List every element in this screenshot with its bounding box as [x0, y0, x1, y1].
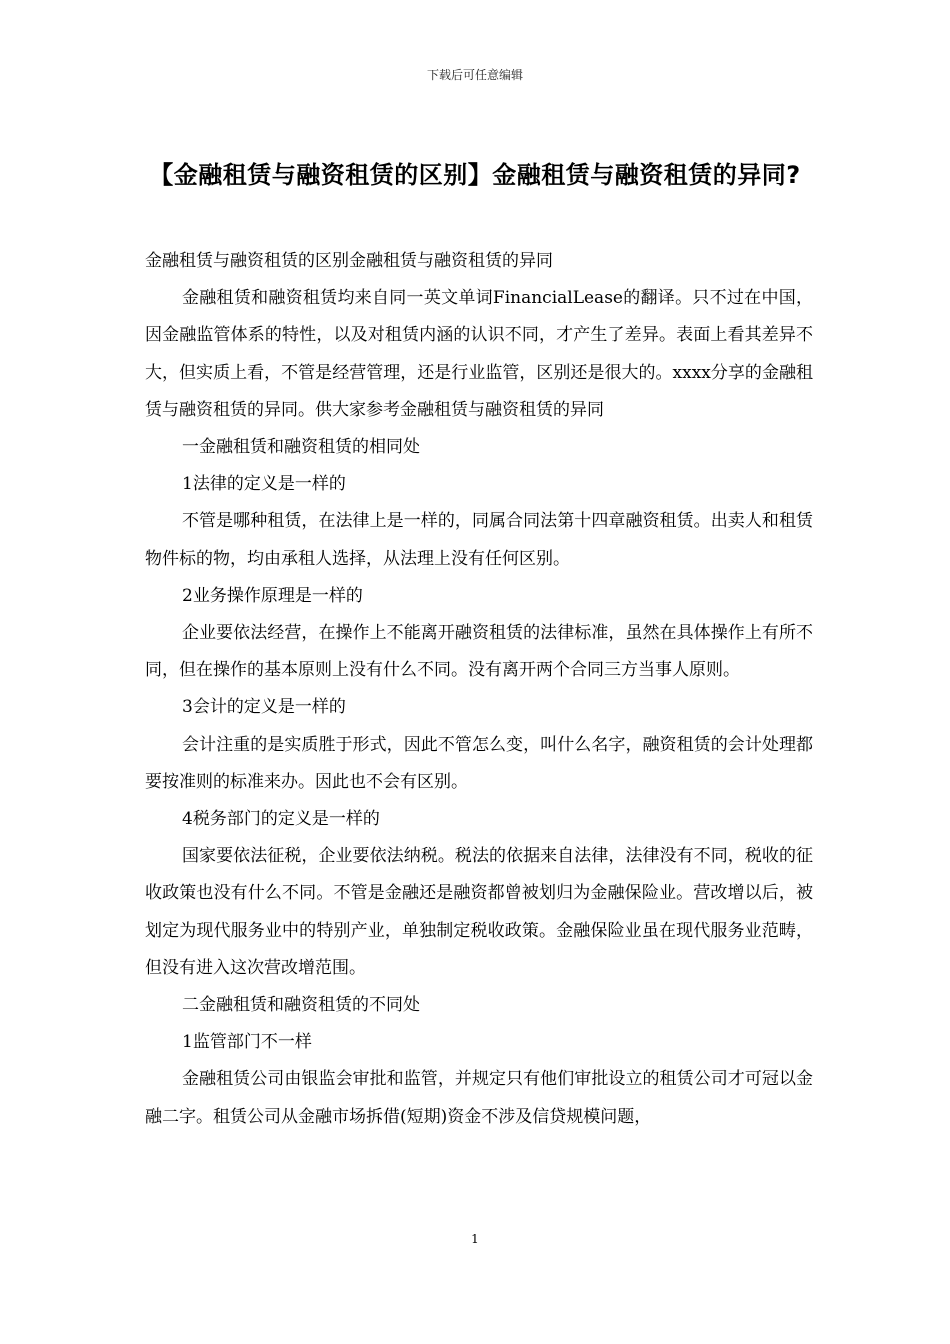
paragraph-regulator: 金融租赁公司由银监会审批和监管，并规定只有他们审批设立的租赁公司才可冠以金融二字。租赁公司从金融市场拆借(短期)资金不涉及信贷规模问题，: [145, 1069, 813, 1127]
paragraph-tax-definition: 国家要依法征税，企业要依法纳税。税法的依据来自法律，法律没有不同，税收的征收政策也没有什么不同。不管是金融还是融资都曾被划归为金融保险业。营改增以后，被划定为现代服务业中的特别产业，单独制定税收政策。金融保险业虽在现代服务业范畴，但没有进入这次营改增范围。: [145, 846, 813, 978]
intro-paragraph: 金融租赁和融资租赁均来自同一英文单词FinancialLease的翻译。只不过在中国，因金融监管体系的特性，以及对租赁内涵的认识不同，才产生了差异。表面上看其差异不大，但实质上看，不管是经营管理，还是行业监管，区别还是很大的。xxxx分享的金融租赁与融资租赁的异同。供大家参考金融租赁与融资租赁的异同: [145, 288, 813, 420]
section-heading-similarities: 一金融租赁和融资租赁的相同处: [182, 437, 420, 458]
page-header-note: 下载后可任意编辑: [426, 68, 523, 82]
document-title: 【金融租赁与融资租赁的区别】金融租赁与融资租赁的异同?: [149, 161, 801, 189]
paragraph-accounting-definition: 会计注重的是实质胜于形式，因此不管怎么变，叫什么名字，融资租赁的会计处理都要按准则的标准来办。因此也不会有区别。: [145, 734, 813, 792]
document-body: [145, 243, 813, 1136]
subheading-operation-principle: 2业务操作原理是一样的: [182, 585, 363, 606]
paragraph-operation-principle: 企业要依法经营，在操作上不能离开融资租赁的法律标准，虽然在具体操作上有所不同，但在操作的基本原则上没有什么不同。没有离开两个合同三方当事人原则。: [145, 623, 813, 681]
subheading-legal-definition: 1法律的定义是一样的: [182, 474, 346, 495]
subheading-regulator: 1监管部门不一样: [182, 1032, 312, 1053]
subheading-accounting-definition: 3会计的定义是一样的: [182, 697, 346, 718]
page-number: 1: [471, 1232, 479, 1246]
subheading-tax-definition: 4税务部门的定义是一样的: [182, 809, 380, 830]
subtitle-paragraph: 金融租赁与融资租赁的区别金融租赁与融资租赁的异同: [145, 251, 553, 271]
paragraph-legal-definition: 不管是哪种租赁，在法律上是一样的，同属合同法第十四章融资租赁。出卖人和租赁物件标的物，均由承租人选择，从法理上没有任何区别。: [145, 511, 813, 569]
section-heading-differences: 二金融租赁和融资租赁的不同处: [182, 995, 420, 1016]
